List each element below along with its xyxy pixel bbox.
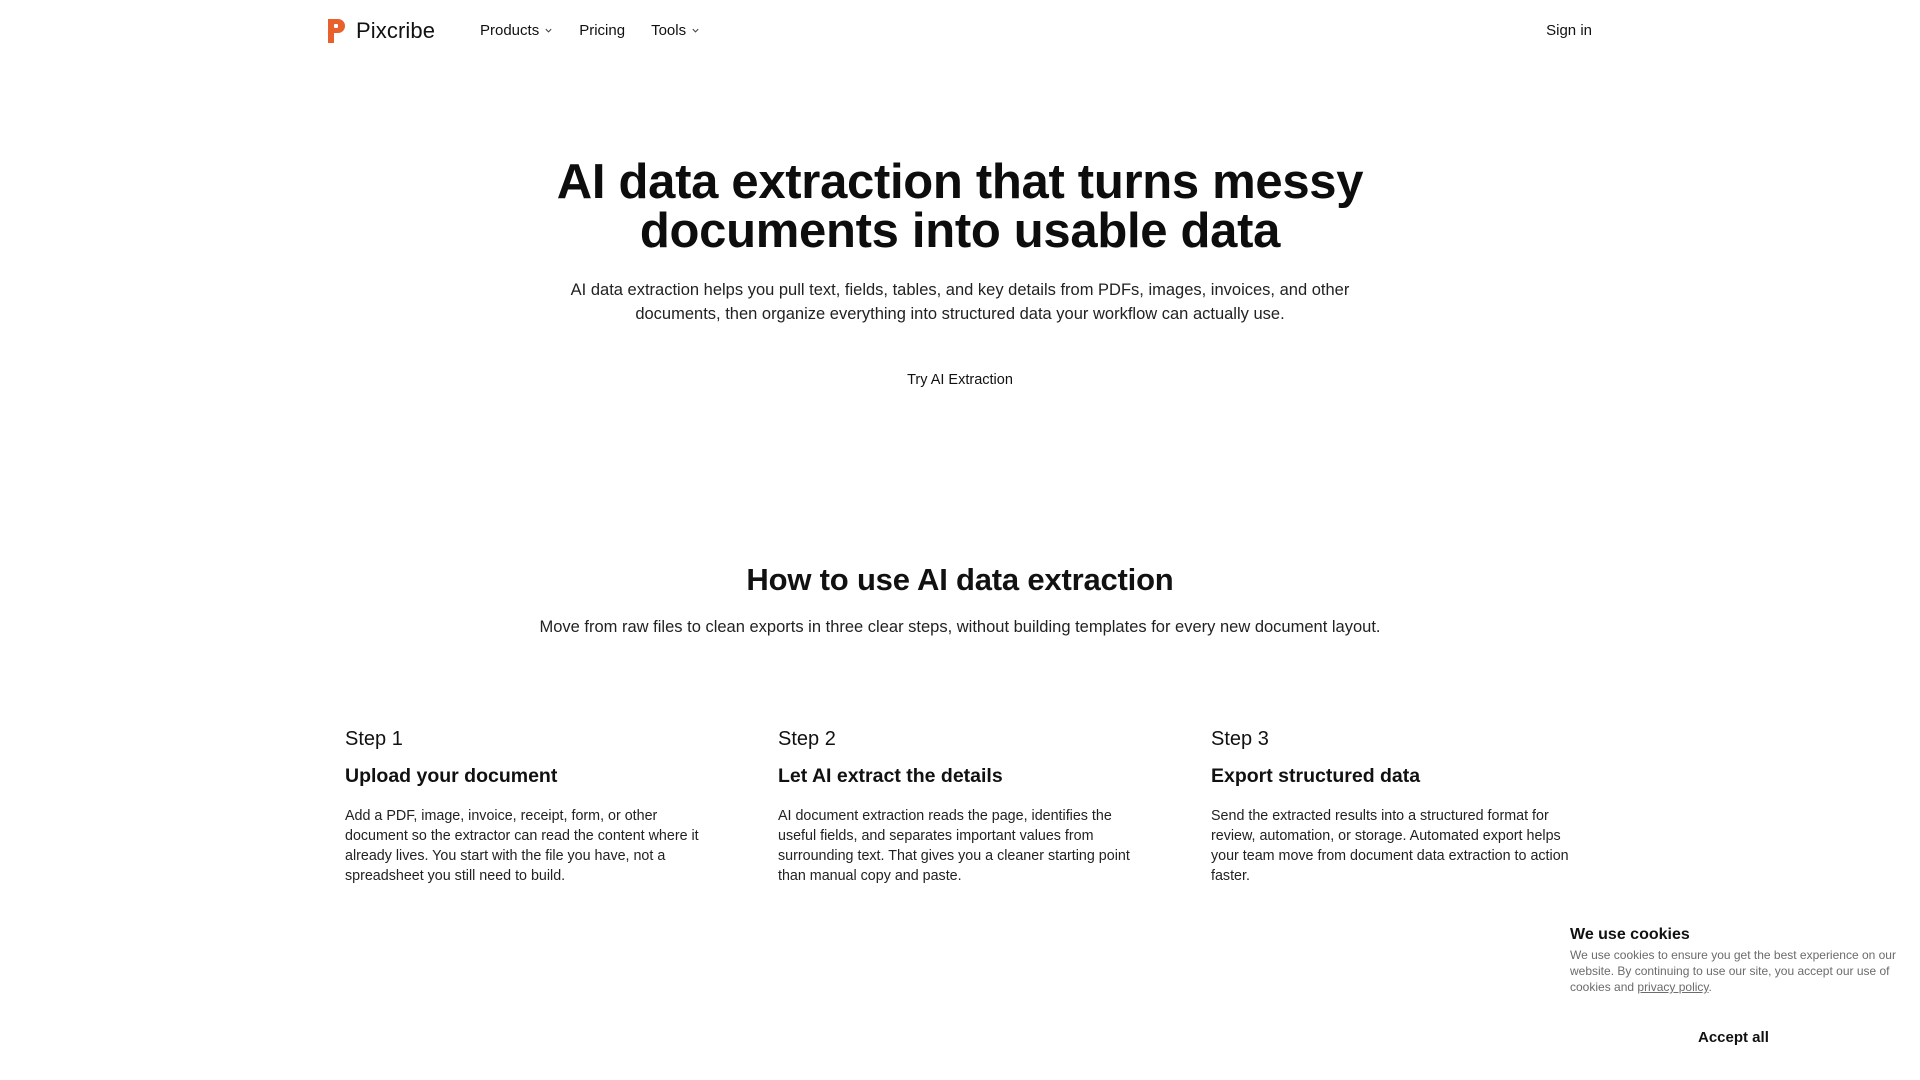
site-header: [0, 0, 1920, 64]
cookie-text: [1570, 947, 1896, 995]
chevron-down-icon: [691, 26, 700, 35]
steps-list: [345, 728, 1577, 886]
privacy-policy-link[interactable]: privacy policy: [1637, 980, 1709, 994]
step-title: Upload your document: [345, 765, 558, 787]
step-description: AI document extraction reads the page, identifies the useful fields, and separates important values from surrounding text. That gives you a cleaner starting point than manual copy and paste.: [778, 808, 1130, 884]
nav-tools-label: Tools: [651, 22, 687, 39]
step-description: Send the extracted results into a structured format for review, automation, or storage. Automated export helps your team move from document data extraction to action faster.: [1211, 808, 1569, 884]
step-number: Step 2: [778, 728, 836, 750]
nav-products-label: Products: [480, 22, 540, 39]
cookie-text-body: We use cookies to ensure you get the best experience on our website. By continuing to use our site, you accept our use of cookies and: [1570, 948, 1896, 994]
pixcribe-logo-icon: [326, 18, 346, 44]
step-card: [1211, 728, 1577, 886]
try-ai-extraction-button[interactable]: Try AI Extraction: [907, 372, 1013, 388]
brand-name: Pixcribe: [356, 18, 436, 43]
accept-all-button[interactable]: Accept all: [1698, 1029, 1769, 1046]
cookie-title: We use cookies: [1570, 926, 1690, 943]
step-title: Export structured data: [1211, 765, 1421, 787]
hero-title: AI data extraction that turns messy documents into usable data: [556, 155, 1364, 258]
hero-section: [0, 155, 1920, 389]
hero-subtitle: AI data extraction helps you pull text, fields, tables, and key details from PDFs, images, invoices, and other documents, then organize everything into structured data your workflow can actually use.: [570, 281, 1350, 323]
step-title: Let AI extract the details: [778, 765, 1003, 787]
cookie-banner: [1570, 926, 1920, 1080]
nav-pricing[interactable]: [579, 22, 625, 39]
how-to-title: How to use AI data extraction: [746, 562, 1174, 597]
how-to-section: [0, 562, 1920, 637]
cookie-text-end: .: [1708, 980, 1712, 994]
chevron-down-icon: [544, 26, 553, 35]
nav-pricing-label: Pricing: [579, 22, 626, 39]
nav-products[interactable]: [480, 22, 553, 39]
main-nav: [480, 22, 700, 39]
brand-logo-link[interactable]: [326, 18, 435, 44]
step-description: Add a PDF, image, invoice, receipt, form, or other document so the extractor can read the content where it already lives. You start with the file you have, not a spreadsheet you still need to build.: [345, 808, 699, 884]
sign-in-link[interactable]: Sign in: [1546, 22, 1592, 39]
step-card: [778, 728, 1144, 886]
step-number: Step 3: [1211, 728, 1269, 750]
step-number: Step 1: [345, 728, 403, 750]
step-card: [345, 728, 711, 886]
nav-tools[interactable]: [651, 22, 700, 39]
how-to-subtitle: Move from raw files to clean exports in three clear steps, without building templates for every new document layout.: [539, 618, 1381, 636]
